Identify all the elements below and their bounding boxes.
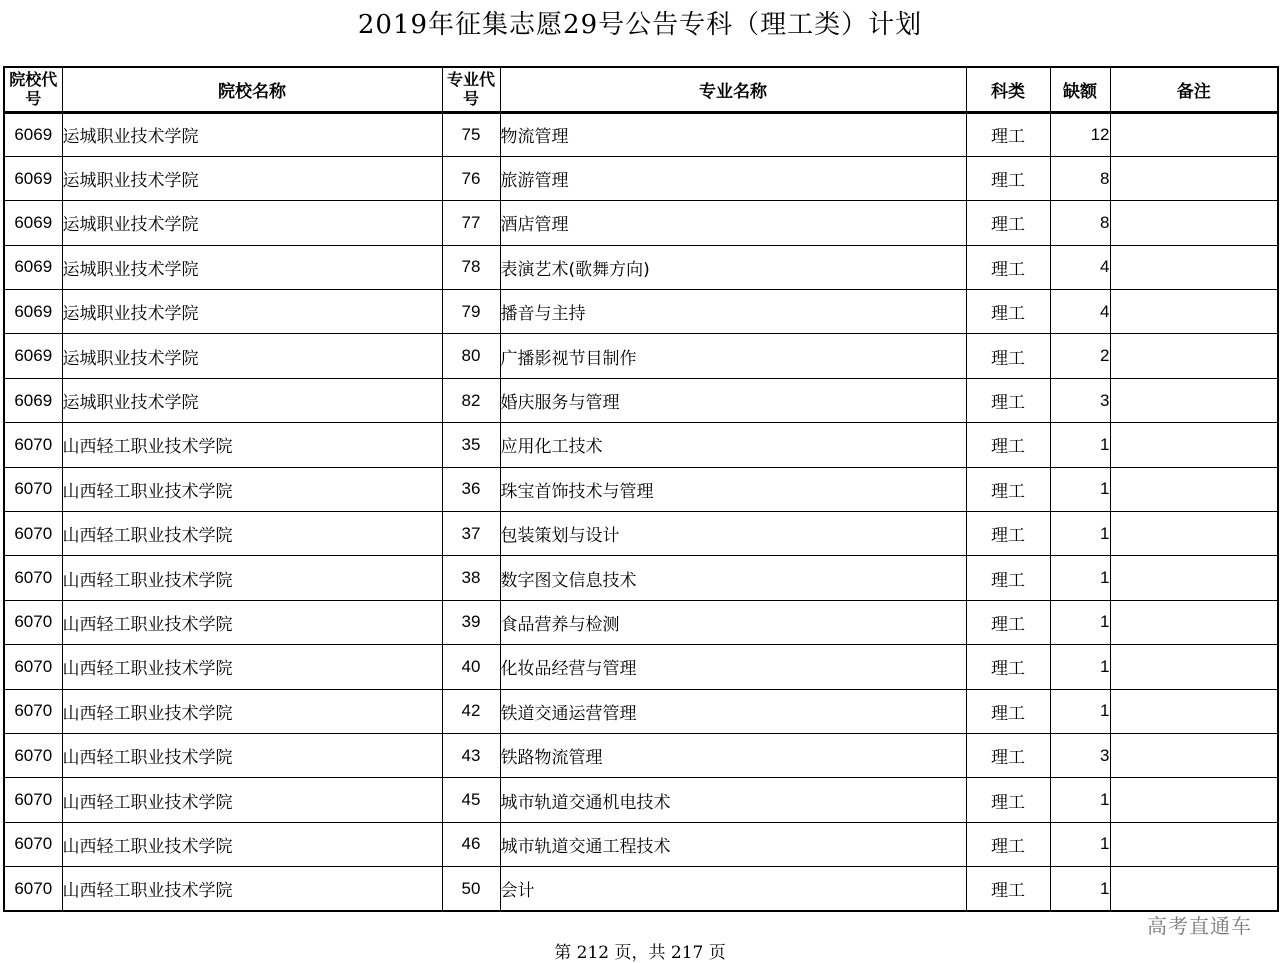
table-row	[4, 156, 1278, 200]
cell-notes	[1110, 467, 1278, 511]
table-row	[4, 245, 1278, 289]
cell-quota: 8	[1050, 156, 1110, 200]
cell-category: 理工	[966, 556, 1050, 600]
cell-school-name: 山西轻工职业技术学院	[62, 645, 442, 689]
header-quota: 缺额	[1050, 67, 1110, 112]
watermark-text: 高考直通车	[1147, 914, 1252, 938]
header-category: 科类	[966, 67, 1050, 112]
cell-category: 理工	[966, 112, 1050, 156]
cell-school-name: 运城职业技术学院	[62, 378, 442, 422]
cell-school-code: 6069	[4, 156, 62, 200]
cell-notes	[1110, 556, 1278, 600]
cell-notes	[1110, 822, 1278, 866]
cell-category: 理工	[966, 600, 1050, 644]
cell-notes	[1110, 112, 1278, 156]
cell-major-name: 城市轨道交通机电技术	[500, 778, 966, 822]
table-row	[4, 645, 1278, 689]
header-school-code: 院校代号	[4, 67, 62, 112]
cell-notes	[1110, 867, 1278, 911]
cell-notes	[1110, 689, 1278, 733]
cell-school-name: 山西轻工职业技术学院	[62, 867, 442, 911]
cell-school-code: 6069	[4, 290, 62, 334]
cell-category: 理工	[966, 201, 1050, 245]
cell-major-name: 珠宝首饰技术与管理	[500, 467, 966, 511]
cell-major-name: 数字图文信息技术	[500, 556, 966, 600]
cell-school-name: 运城职业技术学院	[62, 290, 442, 334]
cell-school-code: 6070	[4, 423, 62, 467]
cell-quota: 1	[1050, 512, 1110, 556]
cell-school-name: 山西轻工职业技术学院	[62, 467, 442, 511]
header-notes: 备注	[1110, 67, 1278, 112]
cell-school-code: 6070	[4, 512, 62, 556]
cell-major-code: 36	[442, 467, 500, 511]
cell-major-name: 铁路物流管理	[500, 733, 966, 777]
cell-school-name: 山西轻工职业技术学院	[62, 423, 442, 467]
cell-notes	[1110, 201, 1278, 245]
cell-major-code: 42	[442, 689, 500, 733]
cell-major-code: 50	[442, 867, 500, 911]
cell-quota: 1	[1050, 423, 1110, 467]
cell-quota: 1	[1050, 689, 1110, 733]
cell-school-code: 6070	[4, 689, 62, 733]
cell-notes	[1110, 778, 1278, 822]
cell-notes	[1110, 378, 1278, 422]
cell-quota: 1	[1050, 822, 1110, 866]
cell-school-code: 6070	[4, 867, 62, 911]
cell-category: 理工	[966, 867, 1050, 911]
table-row	[4, 689, 1278, 733]
cell-school-code: 6070	[4, 645, 62, 689]
cell-notes	[1110, 600, 1278, 644]
cell-school-code: 6069	[4, 112, 62, 156]
cell-category: 理工	[966, 822, 1050, 866]
cell-major-name: 物流管理	[500, 112, 966, 156]
cell-major-name: 旅游管理	[500, 156, 966, 200]
cell-category: 理工	[966, 733, 1050, 777]
table-row	[4, 290, 1278, 334]
cell-notes	[1110, 290, 1278, 334]
cell-notes	[1110, 645, 1278, 689]
cell-quota: 12	[1050, 112, 1110, 156]
cell-category: 理工	[966, 645, 1050, 689]
cell-category: 理工	[966, 156, 1050, 200]
cell-major-code: 37	[442, 512, 500, 556]
cell-notes	[1110, 512, 1278, 556]
table-row	[4, 378, 1278, 422]
cell-quota: 1	[1050, 778, 1110, 822]
cell-major-code: 80	[442, 334, 500, 378]
cell-school-name: 运城职业技术学院	[62, 245, 442, 289]
cell-major-name: 表演艺术(歌舞方向)	[500, 245, 966, 289]
cell-school-name: 山西轻工职业技术学院	[62, 733, 442, 777]
cell-major-name: 会计	[500, 867, 966, 911]
cell-major-name: 食品营养与检测	[500, 600, 966, 644]
table-row	[4, 334, 1278, 378]
cell-major-code: 79	[442, 290, 500, 334]
cell-major-name: 应用化工技术	[500, 423, 966, 467]
cell-major-code: 43	[442, 733, 500, 777]
cell-school-name: 山西轻工职业技术学院	[62, 556, 442, 600]
cell-major-code: 78	[442, 245, 500, 289]
table-row	[4, 467, 1278, 511]
cell-school-name: 运城职业技术学院	[62, 156, 442, 200]
plan-table	[3, 66, 1279, 912]
cell-category: 理工	[966, 378, 1050, 422]
cell-notes	[1110, 733, 1278, 777]
cell-quota: 4	[1050, 290, 1110, 334]
cell-category: 理工	[966, 423, 1050, 467]
cell-notes	[1110, 156, 1278, 200]
table-row	[4, 423, 1278, 467]
cell-school-name: 山西轻工职业技术学院	[62, 512, 442, 556]
cell-school-name: 山西轻工职业技术学院	[62, 822, 442, 866]
cell-notes	[1110, 334, 1278, 378]
page-footer: 第 212 页，共 217 页	[554, 943, 726, 963]
cell-quota: 2	[1050, 334, 1110, 378]
cell-category: 理工	[966, 512, 1050, 556]
cell-school-code: 6069	[4, 201, 62, 245]
cell-school-name: 山西轻工职业技术学院	[62, 689, 442, 733]
cell-notes	[1110, 245, 1278, 289]
cell-school-code: 6070	[4, 600, 62, 644]
cell-major-name: 城市轨道交通工程技术	[500, 822, 966, 866]
cell-school-code: 6070	[4, 467, 62, 511]
cell-school-code: 6069	[4, 245, 62, 289]
cell-quota: 4	[1050, 245, 1110, 289]
header-school-name: 院校名称	[62, 67, 442, 112]
cell-major-code: 39	[442, 600, 500, 644]
cell-notes	[1110, 423, 1278, 467]
page-title: 2019年征集志愿29号公告专科（理工类）计划	[357, 10, 923, 40]
cell-major-code: 45	[442, 778, 500, 822]
cell-major-code: 76	[442, 156, 500, 200]
cell-major-code: 77	[442, 201, 500, 245]
cell-category: 理工	[966, 290, 1050, 334]
cell-quota: 8	[1050, 201, 1110, 245]
table-row	[4, 867, 1278, 911]
cell-school-name: 运城职业技术学院	[62, 201, 442, 245]
cell-quota: 1	[1050, 867, 1110, 911]
cell-quota: 3	[1050, 733, 1110, 777]
cell-quota: 1	[1050, 600, 1110, 644]
table-header	[4, 67, 1278, 112]
cell-category: 理工	[966, 245, 1050, 289]
cell-major-name: 包装策划与设计	[500, 512, 966, 556]
table-row	[4, 733, 1278, 777]
cell-school-code: 6070	[4, 733, 62, 777]
table-row	[4, 201, 1278, 245]
cell-school-name: 山西轻工职业技术学院	[62, 600, 442, 644]
cell-major-code: 35	[442, 423, 500, 467]
header-major-name: 专业名称	[500, 67, 966, 112]
cell-school-code: 6069	[4, 378, 62, 422]
cell-school-code: 6070	[4, 778, 62, 822]
cell-major-name: 酒店管理	[500, 201, 966, 245]
cell-major-code: 82	[442, 378, 500, 422]
cell-school-code: 6069	[4, 334, 62, 378]
cell-major-code: 75	[442, 112, 500, 156]
table-row	[4, 600, 1278, 644]
cell-quota: 3	[1050, 378, 1110, 422]
table-row	[4, 778, 1278, 822]
cell-major-name: 化妆品经营与管理	[500, 645, 966, 689]
table-body	[4, 112, 1278, 911]
header-major-code: 专业代号	[442, 67, 500, 112]
cell-category: 理工	[966, 334, 1050, 378]
cell-school-code: 6070	[4, 556, 62, 600]
cell-major-code: 40	[442, 645, 500, 689]
cell-school-name: 运城职业技术学院	[62, 334, 442, 378]
table-row	[4, 556, 1278, 600]
cell-category: 理工	[966, 467, 1050, 511]
cell-category: 理工	[966, 778, 1050, 822]
cell-quota: 1	[1050, 645, 1110, 689]
table-row	[4, 512, 1278, 556]
table-row	[4, 112, 1278, 156]
cell-major-name: 播音与主持	[500, 290, 966, 334]
cell-quota: 1	[1050, 556, 1110, 600]
cell-quota: 1	[1050, 467, 1110, 511]
cell-major-code: 38	[442, 556, 500, 600]
cell-major-name: 铁道交通运营管理	[500, 689, 966, 733]
cell-major-name: 广播影视节目制作	[500, 334, 966, 378]
table-row	[4, 822, 1278, 866]
cell-school-name: 山西轻工职业技术学院	[62, 778, 442, 822]
cell-major-name: 婚庆服务与管理	[500, 378, 966, 422]
cell-category: 理工	[966, 689, 1050, 733]
cell-school-code: 6070	[4, 822, 62, 866]
cell-school-name: 运城职业技术学院	[62, 112, 442, 156]
cell-major-code: 46	[442, 822, 500, 866]
